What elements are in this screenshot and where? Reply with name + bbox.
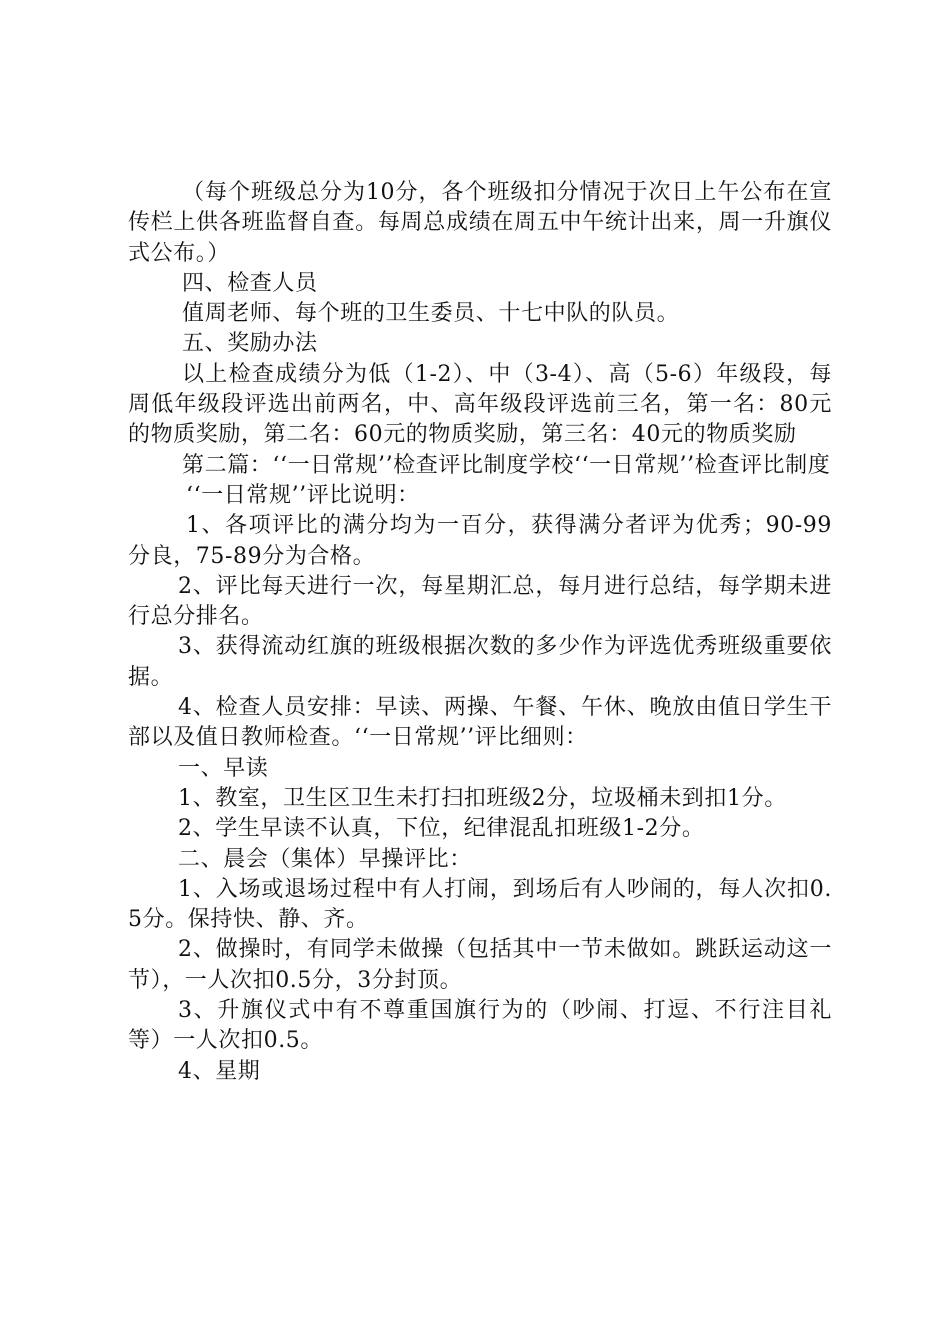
list-item-note-3: 3、获得流动红旗的班级根据次数的多少作为评选优秀班级重要依据。 <box>128 634 832 690</box>
paragraph-score-note: （每个班级总分为10分，各个班级扣分情况于次日上午公布在宣传栏上供各班监督自查。每周总成绩在周五中午统计出来，周一升旗仪式公布。） <box>128 180 832 266</box>
list-item-exercise-2: 2、做操时，有同学未做操（包括其中一节未做如。跳跃运动这一节），一人次扣0.5分，3分封顶。 <box>128 937 832 993</box>
list-item-exercise-1: 1、入场或退场过程中有人打闹，到场后有人吵闹的，每人次扣0.5分。保持快、静、齐。 <box>128 876 832 933</box>
heading-inspectors: 四、检查人员 <box>182 270 318 296</box>
list-item-reading-2: 2、学生早读不认真，下位，纪律混乱扣班级1-2分。 <box>178 816 705 842</box>
paragraph-rewards: 以上检查成绩分为低（1-2）、中（3-4）、高（5-6）年级段，每周低年级段评选出前两名，中、高年级段评选前三名，第一名：80元的物质奖励，第二名：60元的物质奖励，第三名：40元的物质奖励 <box>128 361 832 448</box>
list-item-note-2: 2、评比每天进行一次，每星期汇总，每月进行总结，每学期未进行总分排名。 <box>128 573 832 630</box>
list-item-note-1: 1、各项评比的满分均为一百分，获得满分者评为优秀；90-99分良，75-89分为合格。 <box>128 513 832 569</box>
heading-evaluation-notes: ‘‘一日常规’’评比说明： <box>186 482 420 508</box>
heading-rewards: 五、奖励办法 <box>182 331 318 357</box>
heading-morning-exercise: 二、晨会（集体）早操评比： <box>178 846 472 872</box>
heading-morning-reading: 一、早读 <box>178 755 269 781</box>
document-page <box>128 178 832 1087</box>
list-item-exercise-4: 4、星期 <box>178 1058 261 1084</box>
list-item-note-4: 4、检查人员安排：早读、两操、午餐、午休、晚放由值日学生干部以及值日教师检查。‘‘一日常规’’评比细则： <box>128 695 832 751</box>
list-item-reading-1: 1、教室，卫生区卫生未打扫扣班级2分，垃圾桶未到扣1分。 <box>178 785 787 811</box>
paragraph-inspectors: 值周老师、每个班的卫生委员、十七中队的队员。 <box>182 301 680 327</box>
chapter-title-second: 第二篇：‘‘一日常规’’检查评比制度学校‘‘一日常规’’检查评比制度 <box>182 452 831 478</box>
list-item-exercise-3: 3、升旗仪式中有不尊重国旗行为的（吵闹、打逗、不行注目礼等）一人次扣0.5。 <box>128 998 832 1054</box>
